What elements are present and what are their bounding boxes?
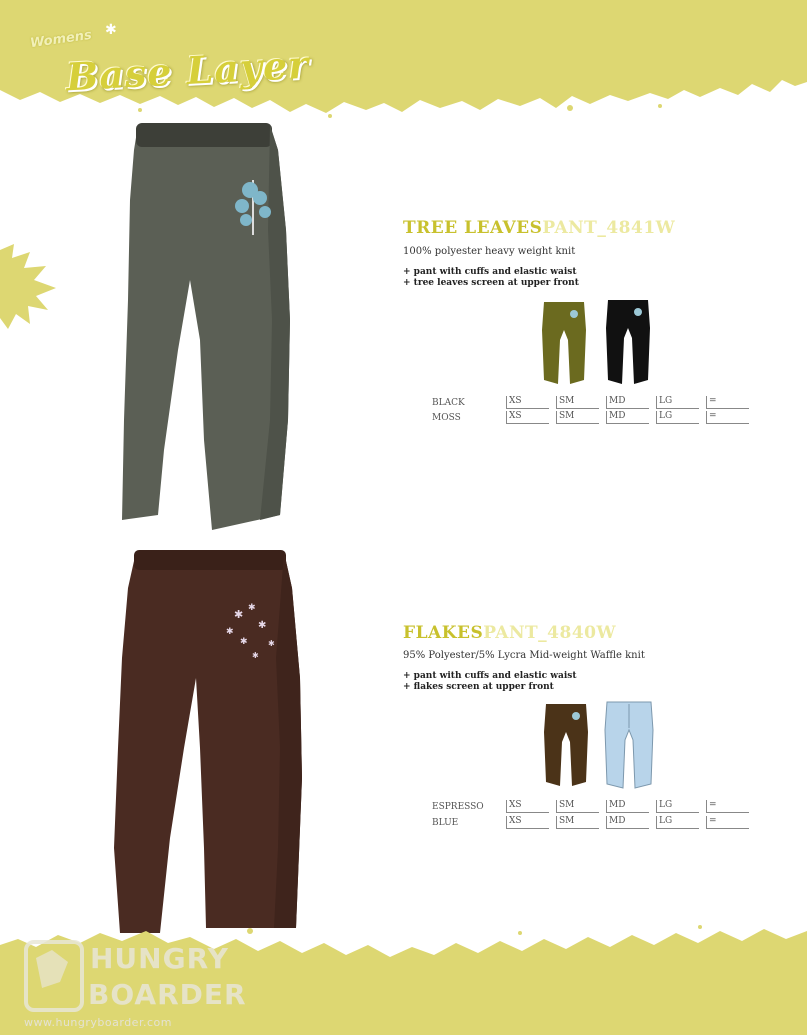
size-cell-md[interactable]: MD bbox=[606, 800, 649, 813]
feature-item: + pant with cuffs and elastic waist bbox=[403, 671, 577, 681]
watermark-line2: BOARDER bbox=[88, 978, 247, 1011]
svg-text:✱: ✱ bbox=[240, 637, 248, 647]
size-cell-xs[interactable]: XS bbox=[506, 411, 549, 424]
color-label: ESPRESSO bbox=[432, 802, 484, 812]
size-cell-total[interactable]: = bbox=[706, 411, 749, 424]
swatch-espresso bbox=[542, 702, 590, 788]
header-kicker: Womens bbox=[29, 27, 93, 52]
size-cell-lg[interactable]: LG bbox=[656, 800, 699, 813]
product-name: TREE LEAVES bbox=[403, 218, 543, 238]
svg-text:✱: ✱ bbox=[258, 620, 267, 631]
size-cell-lg[interactable]: LG bbox=[656, 411, 699, 424]
size-row-black bbox=[432, 396, 762, 410]
swatch-moss bbox=[540, 300, 588, 386]
size-cell-sm[interactable]: SM bbox=[556, 800, 599, 813]
product-description: 100% polyester heavy weight knit bbox=[403, 246, 576, 257]
product-photo-flakes bbox=[108, 548, 308, 948]
swatch-black bbox=[604, 298, 652, 386]
svg-text:✱: ✱ bbox=[268, 639, 275, 648]
product-features bbox=[403, 671, 577, 693]
size-cell-xs[interactable]: XS bbox=[506, 816, 549, 829]
hungry-boarder-watermark bbox=[22, 938, 247, 1035]
maple-leaf-icon bbox=[0, 244, 60, 329]
size-cell-sm[interactable]: SM bbox=[556, 816, 599, 829]
size-cell-lg[interactable]: LG bbox=[656, 816, 699, 829]
svg-text:✱: ✱ bbox=[252, 651, 259, 660]
svg-text:✱: ✱ bbox=[234, 608, 244, 621]
product-code: PANT_4841W bbox=[542, 218, 676, 238]
size-row-blue bbox=[432, 816, 762, 830]
feature-item: + tree leaves screen at upper front bbox=[403, 278, 579, 288]
size-cell-lg[interactable]: LG bbox=[656, 396, 699, 409]
size-cell-xs[interactable]: XS bbox=[506, 800, 549, 813]
watermark-url: www.hungryboarder.com bbox=[24, 1016, 172, 1029]
size-cell-sm[interactable]: SM bbox=[556, 396, 599, 409]
color-label: BLUE bbox=[432, 818, 459, 828]
product-code: PANT_4840W bbox=[483, 623, 617, 643]
size-cell-total[interactable]: = bbox=[706, 396, 749, 409]
logo-mark-icon bbox=[22, 938, 86, 1014]
size-cell-total[interactable]: = bbox=[706, 816, 749, 829]
swatch-blue bbox=[603, 700, 655, 790]
star-icon: ✱ bbox=[105, 22, 117, 38]
color-label: BLACK bbox=[432, 398, 465, 408]
size-cell-md[interactable]: MD bbox=[606, 411, 649, 424]
feature-item: + pant with cuffs and elastic waist bbox=[403, 267, 577, 277]
product-name: FLAKES bbox=[403, 623, 484, 643]
size-cell-total[interactable]: = bbox=[706, 800, 749, 813]
product-heading-tree-leaves bbox=[403, 218, 675, 238]
page-title: Base Layer bbox=[64, 41, 311, 100]
svg-text:✱: ✱ bbox=[226, 627, 234, 637]
size-row-espresso bbox=[432, 800, 762, 814]
size-cell-sm[interactable]: SM bbox=[556, 411, 599, 424]
product-heading-flakes bbox=[403, 623, 616, 643]
color-label: MOSS bbox=[432, 413, 461, 423]
product-photo-tree-leaves bbox=[120, 120, 300, 535]
watermark-line1: HUNGRY bbox=[90, 942, 229, 975]
product-features bbox=[403, 267, 579, 289]
feature-item: + flakes screen at upper front bbox=[403, 682, 554, 692]
size-cell-md[interactable]: MD bbox=[606, 816, 649, 829]
size-row-moss bbox=[432, 411, 762, 425]
size-cell-xs[interactable]: XS bbox=[506, 396, 549, 409]
product-description: 95% Polyester/5% Lycra Mid-weight Waffle knit bbox=[403, 650, 645, 661]
svg-text:✱: ✱ bbox=[248, 603, 256, 613]
size-cell-md[interactable]: MD bbox=[606, 396, 649, 409]
